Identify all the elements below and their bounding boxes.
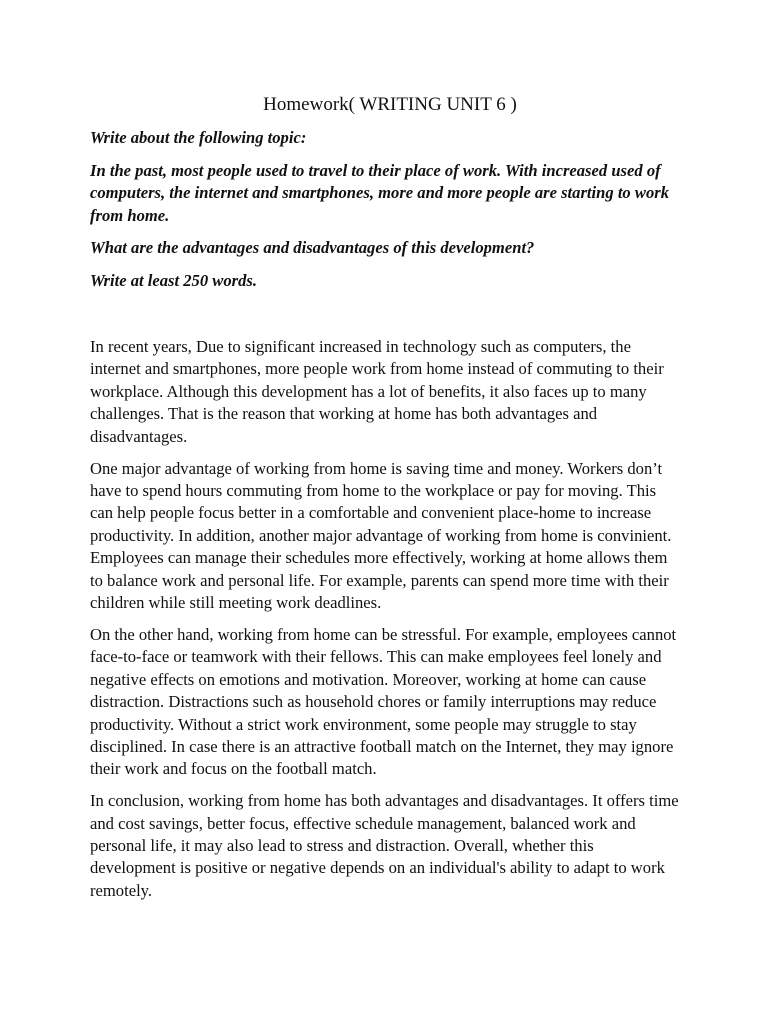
essay-paragraph-introduction: In recent years, Due to significant increased in technology such as computers, the internet and smartphones, more people work from home instead of commuting to their workplace. Although this development has a lot of benefits, it also faces up to many challenges. That is the reason that working at home has both advantages and disadvantages. [90,337,664,446]
prompt-instruction: Write about the following topic: [90,128,307,147]
prompt-word-count: Write at least 250 words. [90,270,258,290]
document-title: Homework( WRITING UNIT 6 ) [263,94,517,115]
document-page [90,92,680,912]
essay-paragraph-conclusion: In conclusion, working from home has both advantages and disadvantages. It offers time and cost savings, better focus, effective schedule management, balanced work and personal life, it may also lead to stress and distraction. Overall, whether this development is positive or negative depends on an individual's ability to adapt to work remotely. [90,791,679,900]
prompt-section [90,127,680,292]
essay-paragraph-disadvantages: On the other hand, working from home can be stressful. For example, employees cannot face-to-face or teamwork with their fellows. This can make employees feel lonely and negative effects on emotions and motivation. Moreover, working at home can cause distraction. Distractions such as household chores or family interruptions may reduce productivity. Without a strict work environment, some people may struggle to stay disciplined. In case there is an attractive football match on the Internet, they may ignore their work and focus on the football match. [90,624,677,779]
essay-paragraph-advantages: One major advantage of working from home is saving time and money. Workers don’t have to spend hours commuting from home to the workplace or pay for moving. This can help people focus better in a comfortable and convenient place-home to increase productivity. In addition, another major advantage of working from home is convinient. Employees can manage their schedules more effectively, working at home allows them to balance work and personal life. For example, parents can spend more time with their children while still meeting work deadlines. [90,458,672,612]
prompt-question: What are the advantages and disadvantages of this development? [90,238,535,257]
essay-body [90,336,680,902]
section-spacer [90,302,680,336]
prompt-topic: In the past, most people used to travel to their place of work. With increased used of computers, the internet and smartphones, more and more people are starting to work from home. [90,160,669,225]
